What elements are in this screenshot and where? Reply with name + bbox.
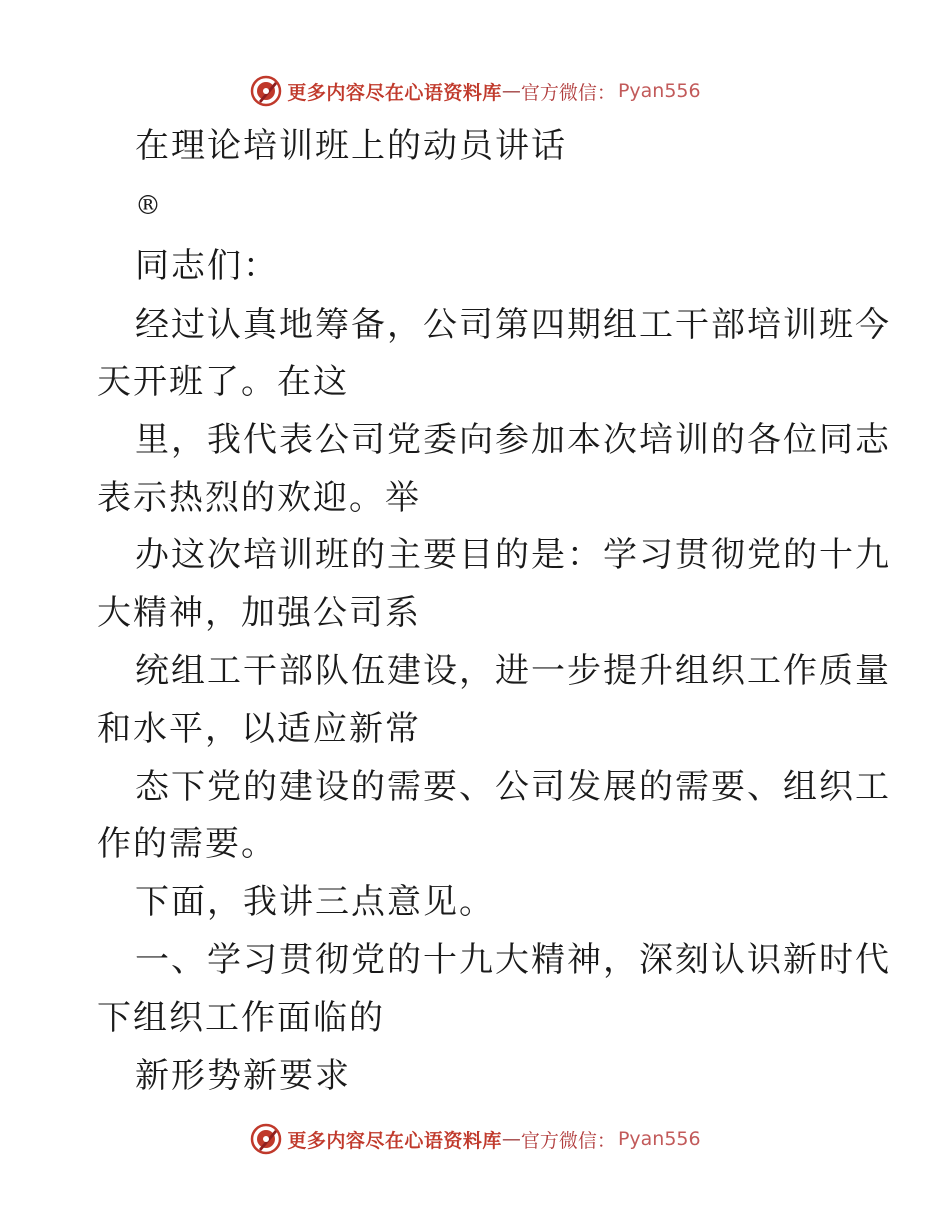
- section-heading-line: 下组织工作面临的: [97, 998, 385, 1038]
- banner-dash: —: [501, 1128, 521, 1150]
- paragraph-line: 天开班了。在这: [97, 362, 349, 402]
- paragraph-line: 办这次培训班的主要目的是：学习贯彻党的十九: [135, 535, 891, 575]
- banner-wechat-handle: Pyan556: [617, 80, 701, 102]
- quill-seal-logo-icon: [249, 74, 283, 108]
- banner-dash: —: [501, 80, 521, 102]
- paragraph-line: 经过认真地筹备，公司第四期组工干部培训班今: [135, 305, 891, 345]
- section-heading-line: 新形势新要求: [135, 1056, 351, 1096]
- greeting: 同志们：: [135, 246, 279, 286]
- paragraph-line: 作的需要。: [97, 824, 277, 864]
- paragraph-line: 下面，我讲三点意见。: [135, 882, 495, 922]
- section-heading-line: 一、学习贯彻党的十九大精神，深刻认识新时代: [135, 940, 891, 980]
- footer-watermark-banner: [0, 1119, 950, 1159]
- paragraph-line: 统组工干部队伍建设，进一步提升组织工作质量: [135, 651, 891, 691]
- banner-wechat-handle: Pyan556: [617, 1128, 701, 1150]
- quill-seal-logo-icon: [249, 1122, 283, 1156]
- paragraph-line: 和水平，以适应新常: [97, 709, 421, 749]
- banner-brand-text: 更多内容尽在心语资料库: [287, 1129, 502, 1152]
- paragraph-line: 里，我代表公司党委向参加本次培训的各位同志: [135, 420, 891, 460]
- paragraph-line: 表示热烈的欢迎。举: [97, 478, 421, 518]
- header-watermark-banner: [0, 71, 950, 111]
- registered-mark: ®: [135, 191, 163, 221]
- paragraph-line: 大精神，加强公司系: [97, 593, 421, 633]
- banner-wechat-label: 官方微信：: [520, 1129, 616, 1152]
- banner-brand-text: 更多内容尽在心语资料库: [287, 81, 502, 104]
- banner-wechat-label: 官方微信：: [520, 81, 616, 104]
- document-title: 在理论培训班上的动员讲话: [135, 126, 567, 166]
- paragraph-line: 态下党的建设的需要、公司发展的需要、组织工: [135, 767, 891, 807]
